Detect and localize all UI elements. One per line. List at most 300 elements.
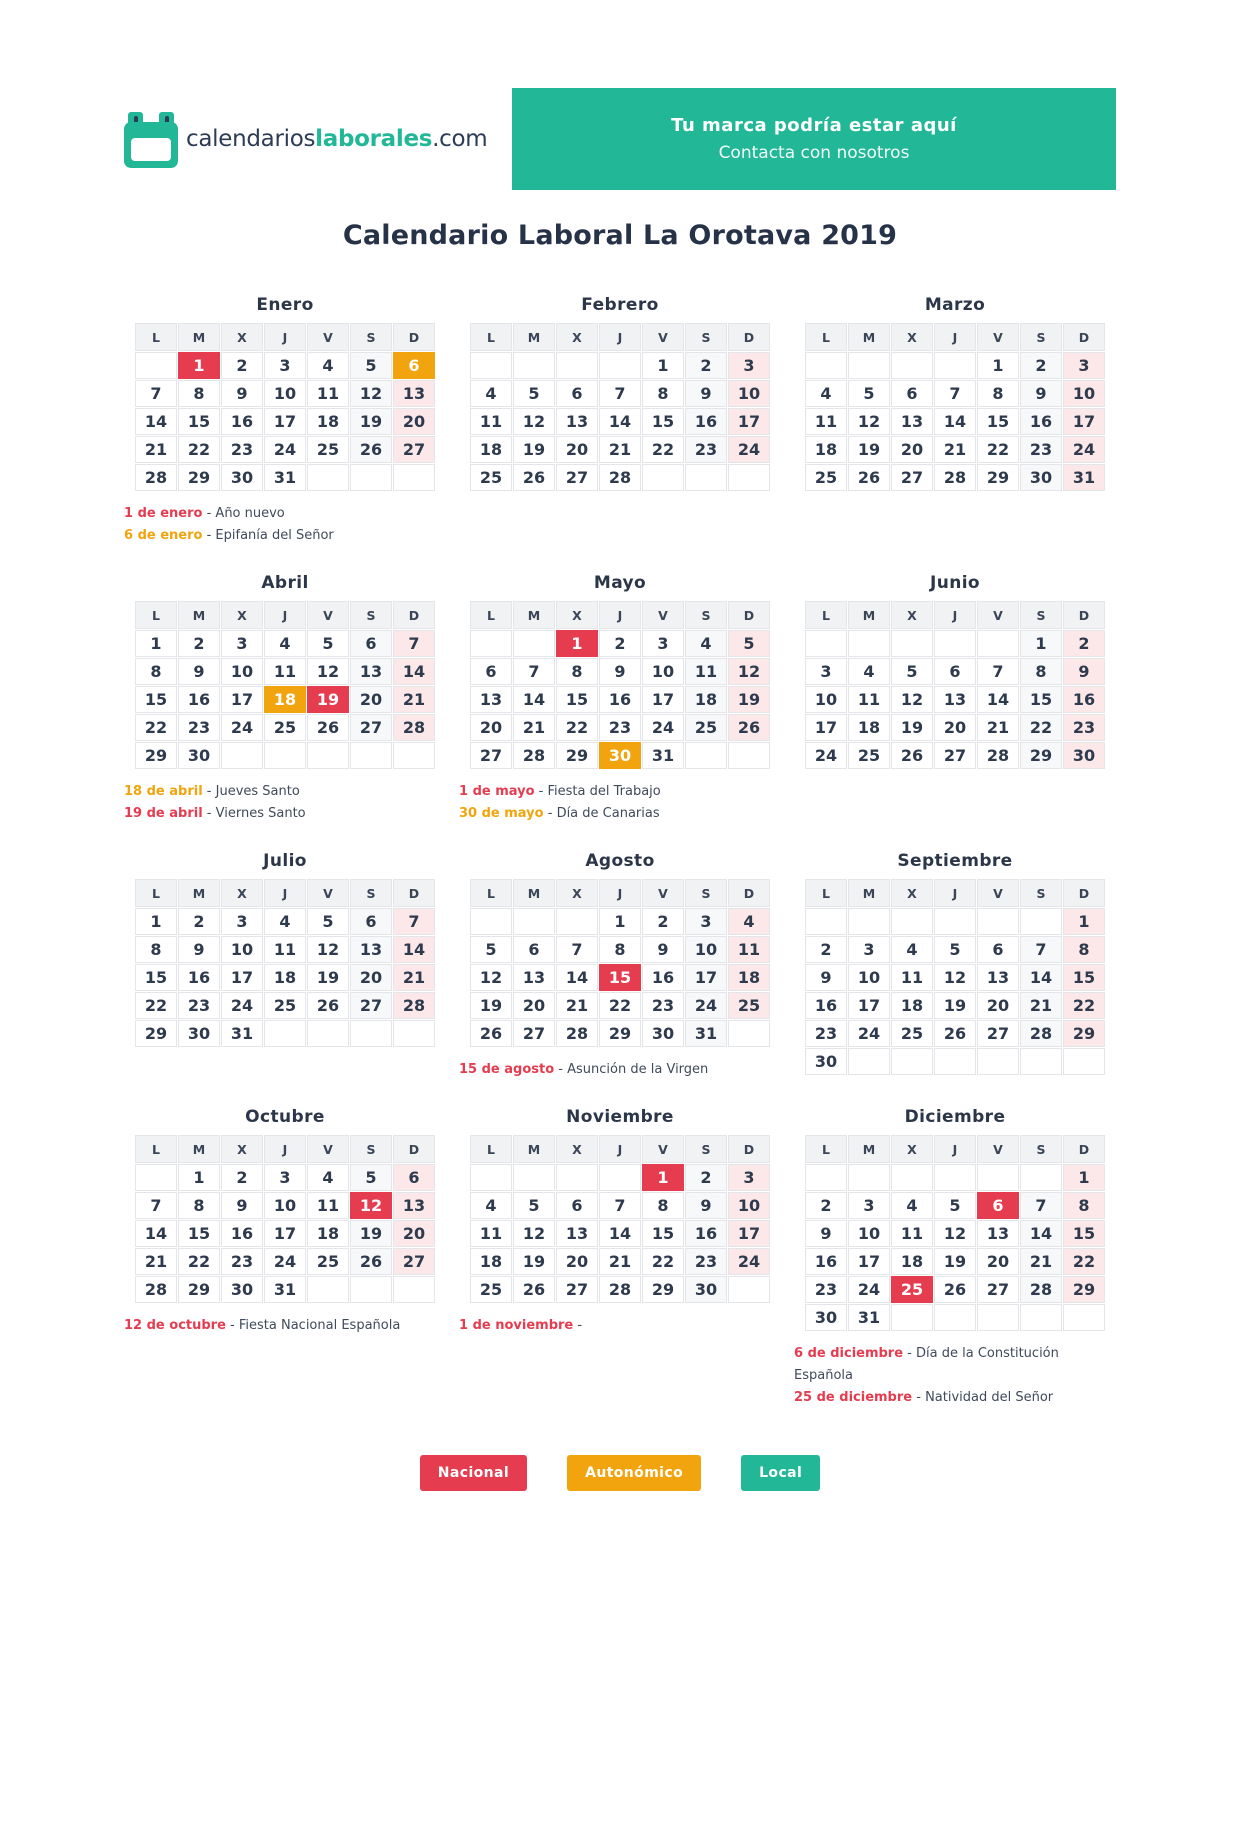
day-cell: 22 <box>178 436 220 463</box>
day-cell: 20 <box>934 714 976 741</box>
day-cell: 11 <box>470 1220 512 1247</box>
empty-cell <box>513 1164 555 1191</box>
day-cell: 29 <box>642 1276 684 1303</box>
day-cell: 13 <box>350 936 392 963</box>
weekday-header: D <box>1063 601 1105 629</box>
day-cell: 25 <box>470 1276 512 1303</box>
weekday-header: D <box>1063 879 1105 907</box>
day-cell: 20 <box>556 436 598 463</box>
day-cell: 28 <box>1020 1276 1062 1303</box>
empty-cell <box>934 1304 976 1331</box>
day-cell: 1 <box>556 630 598 657</box>
empty-cell <box>393 742 435 769</box>
day-cell: 30 <box>178 742 220 769</box>
ad-banner-contact-link: Contacta con nosotros <box>718 143 910 163</box>
day-cell: 26 <box>513 1276 555 1303</box>
month-title: Diciembre <box>904 1107 1006 1127</box>
empty-cell <box>135 1164 177 1191</box>
day-cell: 4 <box>728 908 770 935</box>
day-cell: 27 <box>470 742 512 769</box>
day-cell: 5 <box>470 936 512 963</box>
day-cell: 12 <box>934 964 976 991</box>
day-cell: 15 <box>642 408 684 435</box>
weekday-header: L <box>470 601 512 629</box>
empty-cell <box>685 464 727 491</box>
day-cell: 25 <box>805 464 847 491</box>
day-cell: 10 <box>221 658 263 685</box>
day-cell: 21 <box>977 714 1019 741</box>
month-calendar <box>134 600 436 770</box>
day-cell: 3 <box>264 352 306 379</box>
holiday-notes <box>124 1315 446 1337</box>
day-cell: 15 <box>977 408 1019 435</box>
day-cell: 20 <box>470 714 512 741</box>
month-calendar <box>804 600 1106 770</box>
day-cell: 5 <box>891 658 933 685</box>
empty-cell <box>934 908 976 935</box>
holiday-note-date: 19 de abril <box>124 806 203 821</box>
day-cell: 22 <box>135 714 177 741</box>
day-cell: 2 <box>599 630 641 657</box>
weekday-header: L <box>470 1135 512 1163</box>
empty-cell <box>848 1164 890 1191</box>
day-cell: 8 <box>977 380 1019 407</box>
day-cell: 15 <box>1020 686 1062 713</box>
day-cell: 25 <box>891 1276 933 1303</box>
day-cell: 2 <box>805 1192 847 1219</box>
weekday-header: J <box>934 323 976 351</box>
month-septiembre <box>794 851 1116 1076</box>
day-cell: 20 <box>393 408 435 435</box>
month-title: Febrero <box>581 295 659 315</box>
holiday-note <box>459 1315 781 1337</box>
month-calendar <box>469 1134 771 1304</box>
day-cell: 1 <box>135 908 177 935</box>
day-cell: 26 <box>934 1020 976 1047</box>
day-cell: 18 <box>264 686 306 713</box>
day-cell: 2 <box>1020 352 1062 379</box>
day-cell: 6 <box>350 908 392 935</box>
weekday-header: M <box>513 1135 555 1163</box>
day-cell: 16 <box>221 1220 263 1247</box>
day-cell: 6 <box>891 380 933 407</box>
ad-banner-headline: Tu marca podría estar aquí <box>671 115 957 136</box>
empty-cell <box>1020 1048 1062 1075</box>
day-cell: 12 <box>891 686 933 713</box>
day-cell: 22 <box>642 1248 684 1275</box>
empty-cell <box>599 1164 641 1191</box>
day-cell: 12 <box>934 1220 976 1247</box>
legend-button-local[interactable]: Local <box>741 1455 820 1491</box>
holiday-note-date: 6 de diciembre <box>794 1346 904 1361</box>
logo-text <box>186 126 487 152</box>
day-cell: 12 <box>513 1220 555 1247</box>
weekday-header: X <box>556 601 598 629</box>
holiday-note-separator: - <box>903 1346 917 1361</box>
empty-cell <box>934 1164 976 1191</box>
day-cell: 21 <box>135 436 177 463</box>
day-cell: 9 <box>599 658 641 685</box>
day-cell: 3 <box>728 1164 770 1191</box>
day-cell: 30 <box>221 1276 263 1303</box>
day-cell: 20 <box>513 992 555 1019</box>
month-calendar <box>804 1134 1106 1332</box>
day-cell: 27 <box>934 742 976 769</box>
day-cell: 27 <box>513 1020 555 1047</box>
day-cell: 21 <box>1020 1248 1062 1275</box>
day-cell: 25 <box>470 464 512 491</box>
empty-cell <box>556 908 598 935</box>
weekday-header: D <box>1063 323 1105 351</box>
day-cell: 9 <box>642 936 684 963</box>
day-cell: 26 <box>728 714 770 741</box>
day-cell: 27 <box>393 436 435 463</box>
day-cell: 12 <box>307 658 349 685</box>
day-cell: 25 <box>264 992 306 1019</box>
empty-cell <box>848 908 890 935</box>
day-cell: 27 <box>556 1276 598 1303</box>
weekday-header: S <box>685 1135 727 1163</box>
day-cell: 3 <box>1063 352 1105 379</box>
empty-cell <box>350 742 392 769</box>
day-cell: 23 <box>221 1248 263 1275</box>
day-cell: 30 <box>642 1020 684 1047</box>
day-cell: 3 <box>728 352 770 379</box>
day-cell: 1 <box>1020 630 1062 657</box>
day-cell: 23 <box>178 714 220 741</box>
day-cell: 13 <box>393 380 435 407</box>
day-cell: 26 <box>934 1276 976 1303</box>
day-cell: 2 <box>642 908 684 935</box>
day-cell: 19 <box>350 1220 392 1247</box>
day-cell: 8 <box>556 658 598 685</box>
day-cell: 18 <box>891 1248 933 1275</box>
page-title: Calendario Laboral La Orotava 2019 <box>342 220 898 251</box>
holiday-notes <box>459 781 781 825</box>
day-cell: 27 <box>891 464 933 491</box>
empty-cell <box>470 352 512 379</box>
empty-cell <box>470 630 512 657</box>
holiday-note-text: Viernes Santo <box>215 806 306 821</box>
day-cell: 18 <box>848 714 890 741</box>
day-cell: 10 <box>1063 380 1105 407</box>
day-cell: 9 <box>685 380 727 407</box>
day-cell: 8 <box>642 380 684 407</box>
weekday-header: V <box>307 879 349 907</box>
day-cell: 26 <box>470 1020 512 1047</box>
day-cell: 9 <box>1063 658 1105 685</box>
day-cell: 6 <box>977 936 1019 963</box>
weekday-header: D <box>728 879 770 907</box>
weekday-header: V <box>642 1135 684 1163</box>
weekday-header: D <box>1063 1135 1105 1163</box>
empty-cell <box>1020 1304 1062 1331</box>
day-cell: 19 <box>513 436 555 463</box>
empty-cell <box>977 908 1019 935</box>
day-cell: 28 <box>513 742 555 769</box>
weekday-header: M <box>178 1135 220 1163</box>
day-cell: 4 <box>685 630 727 657</box>
weekday-header: J <box>264 323 306 351</box>
day-cell: 3 <box>685 908 727 935</box>
day-cell: 29 <box>599 1020 641 1047</box>
day-cell: 9 <box>221 380 263 407</box>
weekday-header: D <box>393 879 435 907</box>
day-cell: 23 <box>805 1276 847 1303</box>
holiday-notes <box>124 503 446 547</box>
day-cell: 25 <box>307 436 349 463</box>
month-agosto <box>459 851 781 1081</box>
day-cell: 10 <box>728 380 770 407</box>
day-cell: 13 <box>556 1220 598 1247</box>
weekday-header: M <box>513 601 555 629</box>
weekday-header: S <box>1020 1135 1062 1163</box>
empty-cell <box>642 464 684 491</box>
month-title: Junio <box>929 573 981 593</box>
weekday-header: S <box>685 323 727 351</box>
month-octubre <box>124 1107 446 1337</box>
day-cell: 7 <box>934 380 976 407</box>
empty-cell <box>848 1048 890 1075</box>
day-cell: 26 <box>848 464 890 491</box>
month-title: Agosto <box>585 851 655 871</box>
day-cell: 28 <box>393 992 435 1019</box>
day-cell: 24 <box>642 714 684 741</box>
empty-cell <box>393 1020 435 1047</box>
day-cell: 13 <box>350 658 392 685</box>
day-cell: 23 <box>1063 714 1105 741</box>
empty-cell <box>1020 908 1062 935</box>
day-cell: 24 <box>805 742 847 769</box>
day-cell: 21 <box>135 1248 177 1275</box>
day-cell: 14 <box>977 686 1019 713</box>
day-cell: 23 <box>599 714 641 741</box>
day-cell: 29 <box>135 1020 177 1047</box>
day-cell: 20 <box>977 992 1019 1019</box>
day-cell: 3 <box>642 630 684 657</box>
empty-cell <box>891 630 933 657</box>
holiday-note-text: Día de la Constitución Española <box>794 1346 1059 1383</box>
day-cell: 23 <box>685 436 727 463</box>
weekday-header: M <box>178 323 220 351</box>
day-cell: 20 <box>350 686 392 713</box>
empty-cell <box>848 352 890 379</box>
day-cell: 28 <box>599 464 641 491</box>
day-cell: 10 <box>848 1220 890 1247</box>
empty-cell <box>977 1304 1019 1331</box>
day-cell: 12 <box>307 936 349 963</box>
day-cell: 11 <box>805 408 847 435</box>
empty-cell <box>891 1304 933 1331</box>
weekday-header: S <box>685 601 727 629</box>
day-cell: 11 <box>470 408 512 435</box>
day-cell: 17 <box>805 714 847 741</box>
day-cell: 6 <box>350 630 392 657</box>
weekday-header: L <box>135 1135 177 1163</box>
holiday-note-date: 15 de agosto <box>459 1062 555 1077</box>
weekday-header: J <box>934 601 976 629</box>
empty-cell <box>307 742 349 769</box>
legend-button-autonomico[interactable]: Autonómico <box>567 1455 701 1491</box>
empty-cell <box>556 352 598 379</box>
weekday-header: X <box>556 323 598 351</box>
weekday-header: V <box>977 601 1019 629</box>
day-cell: 2 <box>221 1164 263 1191</box>
legend-button-nacional[interactable]: Nacional <box>420 1455 527 1491</box>
month-noviembre <box>459 1107 781 1337</box>
day-cell: 8 <box>135 936 177 963</box>
day-cell: 28 <box>934 464 976 491</box>
holiday-note-text: Epifanía del Señor <box>215 528 334 543</box>
empty-cell <box>350 1276 392 1303</box>
month-calendar <box>134 1134 436 1304</box>
day-cell: 24 <box>264 1248 306 1275</box>
day-cell: 9 <box>221 1192 263 1219</box>
day-cell: 13 <box>934 686 976 713</box>
empty-cell <box>470 908 512 935</box>
day-cell: 27 <box>350 714 392 741</box>
day-cell: 9 <box>685 1192 727 1219</box>
day-cell: 18 <box>470 1248 512 1275</box>
day-cell: 21 <box>393 686 435 713</box>
empty-cell <box>685 742 727 769</box>
day-cell: 15 <box>135 686 177 713</box>
day-cell: 29 <box>178 464 220 491</box>
empty-cell <box>470 1164 512 1191</box>
day-cell: 15 <box>135 964 177 991</box>
day-cell: 1 <box>1063 908 1105 935</box>
day-cell: 8 <box>135 658 177 685</box>
day-cell: 19 <box>470 992 512 1019</box>
weekday-header: X <box>221 601 263 629</box>
day-cell: 12 <box>513 408 555 435</box>
month-title: Mayo <box>593 573 647 593</box>
logo-text-suffix: .com <box>432 126 488 152</box>
day-cell: 14 <box>513 686 555 713</box>
weekday-header: S <box>350 601 392 629</box>
empty-cell <box>728 742 770 769</box>
day-cell: 17 <box>848 992 890 1019</box>
day-cell: 27 <box>977 1276 1019 1303</box>
day-cell: 2 <box>178 630 220 657</box>
site-logo[interactable] <box>124 110 487 168</box>
month-title: Octubre <box>245 1107 325 1127</box>
day-cell: 4 <box>264 630 306 657</box>
weekday-header: J <box>599 879 641 907</box>
weekday-header: D <box>393 323 435 351</box>
holiday-notes <box>794 1343 1116 1409</box>
day-cell: 16 <box>1063 686 1105 713</box>
day-cell: 18 <box>728 964 770 991</box>
weekday-header: X <box>891 1135 933 1163</box>
day-cell: 5 <box>350 352 392 379</box>
day-cell: 17 <box>264 408 306 435</box>
day-cell: 13 <box>513 964 555 991</box>
weekday-header: S <box>1020 601 1062 629</box>
day-cell: 22 <box>135 992 177 1019</box>
day-cell: 30 <box>599 742 641 769</box>
holiday-notes <box>459 1059 781 1081</box>
header <box>124 88 1116 190</box>
day-cell: 30 <box>805 1304 847 1331</box>
month-julio <box>124 851 446 1048</box>
day-cell: 15 <box>642 1220 684 1247</box>
day-cell: 11 <box>264 658 306 685</box>
day-cell: 12 <box>470 964 512 991</box>
day-cell: 5 <box>513 1192 555 1219</box>
month-abril <box>124 573 446 825</box>
day-cell: 15 <box>178 408 220 435</box>
empty-cell <box>934 1048 976 1075</box>
day-cell: 26 <box>307 714 349 741</box>
weekday-header: J <box>264 879 306 907</box>
day-cell: 28 <box>135 464 177 491</box>
holiday-note-date: 30 de mayo <box>459 806 544 821</box>
month-febrero <box>459 295 781 492</box>
empty-cell <box>977 1164 1019 1191</box>
month-calendar <box>134 322 436 492</box>
day-cell: 7 <box>977 658 1019 685</box>
day-cell: 6 <box>393 1164 435 1191</box>
empty-cell <box>264 1020 306 1047</box>
empty-cell <box>977 630 1019 657</box>
day-cell: 21 <box>393 964 435 991</box>
day-cell: 5 <box>934 936 976 963</box>
day-cell: 10 <box>642 658 684 685</box>
day-cell: 6 <box>393 352 435 379</box>
day-cell: 7 <box>599 1192 641 1219</box>
day-cell: 24 <box>728 1248 770 1275</box>
day-cell: 5 <box>848 380 890 407</box>
day-cell: 12 <box>350 380 392 407</box>
empty-cell <box>891 1164 933 1191</box>
weekday-header: V <box>307 601 349 629</box>
day-cell: 17 <box>685 964 727 991</box>
day-cell: 5 <box>513 380 555 407</box>
day-cell: 16 <box>805 1248 847 1275</box>
month-calendar <box>134 878 436 1048</box>
day-cell: 9 <box>178 658 220 685</box>
day-cell: 29 <box>178 1276 220 1303</box>
day-cell: 1 <box>135 630 177 657</box>
day-cell: 14 <box>599 1220 641 1247</box>
day-cell: 24 <box>848 1276 890 1303</box>
ad-banner[interactable] <box>512 88 1116 190</box>
day-cell: 25 <box>685 714 727 741</box>
day-cell: 16 <box>178 964 220 991</box>
day-cell: 11 <box>685 658 727 685</box>
day-cell: 4 <box>805 380 847 407</box>
day-cell: 14 <box>135 408 177 435</box>
day-cell: 3 <box>221 908 263 935</box>
holiday-note-date: 12 de octubre <box>124 1318 226 1333</box>
empty-cell <box>393 1276 435 1303</box>
day-cell: 1 <box>1063 1164 1105 1191</box>
day-cell: 16 <box>685 408 727 435</box>
day-cell: 11 <box>728 936 770 963</box>
day-cell: 8 <box>1063 1192 1105 1219</box>
empty-cell <box>307 1276 349 1303</box>
day-cell: 10 <box>728 1192 770 1219</box>
day-cell: 24 <box>221 992 263 1019</box>
weekday-header: V <box>642 879 684 907</box>
weekday-header: L <box>135 323 177 351</box>
day-cell: 3 <box>805 658 847 685</box>
empty-cell <box>350 1020 392 1047</box>
holiday-note-date: 6 de enero <box>124 528 203 543</box>
day-cell: 26 <box>307 992 349 1019</box>
month-calendar <box>804 878 1106 1076</box>
